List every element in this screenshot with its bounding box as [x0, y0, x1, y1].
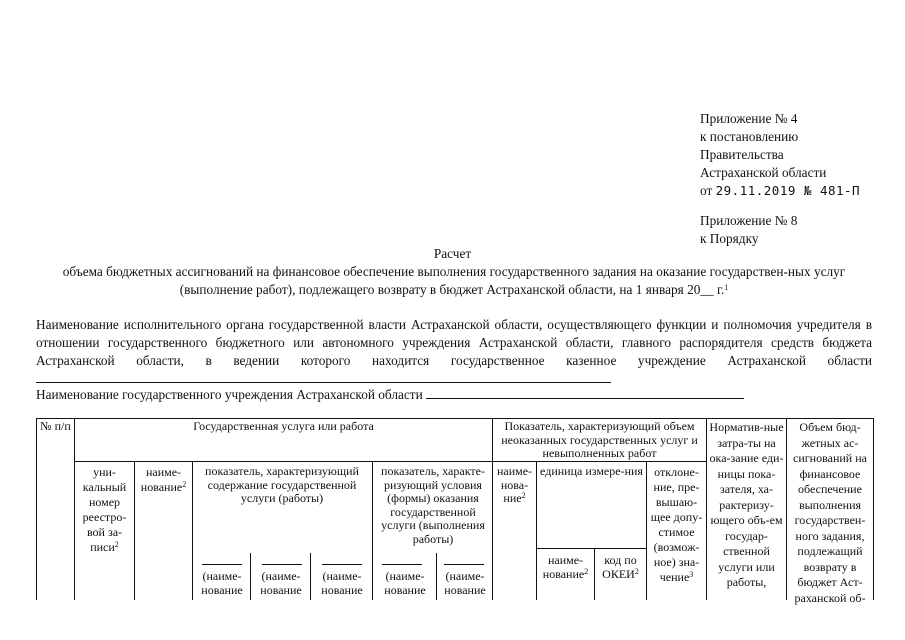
blank-dash — [444, 564, 484, 565]
unit-name-header — [537, 554, 594, 581]
unit-okei-header — [595, 554, 646, 581]
institution-label: Наименование государственного учреждения Астраханской области — [36, 387, 423, 402]
blank-dash — [382, 564, 422, 565]
deviation-header — [647, 465, 706, 585]
annex-ref-line: Правительства — [700, 147, 784, 162]
annex-ref-line: к постановлению — [700, 129, 799, 144]
unit-okei-text: код по ОКЕИ — [602, 553, 637, 581]
annex-order-number: Приложение № 8 — [700, 213, 798, 228]
footnote-mark: 2 — [182, 480, 187, 489]
grid-line — [310, 553, 311, 600]
annex-date-line — [700, 182, 900, 200]
unit-group-header: единица измере-ния — [540, 464, 643, 478]
footnote-mark: 3 — [689, 570, 694, 579]
condition-indicator-header: показатель, характе-ризующий условия (формы) оказания государственной услуги (выполнения работы) — [381, 464, 485, 546]
service-group-header: Государственная услуга или работа — [193, 419, 374, 433]
table-border-right — [873, 418, 874, 600]
grid-line — [536, 548, 646, 549]
annex-date-stamp: 29.11.2019 № 481-П — [715, 183, 861, 198]
year-blank: __ — [700, 282, 714, 297]
footnote-mark: 2 — [634, 566, 639, 576]
indicator-group-header: Показатель, характеризующий объем неоказанных государственных услуг и невыполненных работ — [501, 419, 698, 460]
col-service-name-text: наиме-нование — [140, 465, 183, 494]
sub-name-cell: (наиме-нование — [321, 569, 363, 597]
col-service-name — [135, 465, 192, 495]
footnote-mark: 2 — [114, 540, 119, 549]
subtitle-text: объема бюджетных ассигнований на финансовое обеспечение выполнения государственного задания на оказание государствен-ных услуг (выполнение работ), подлежащего возврату в бюджет Астраханской области, на 1 января 20 — [62, 264, 846, 297]
org-name-paragraph — [36, 316, 872, 388]
deviation-text: отклоне-ние, пре-вышаю-щее допу-стимое (возмож-ное) зна-чение — [650, 465, 703, 584]
content-indicator-header: показатель, характеризующий содержание государственной услуги (работы) — [205, 464, 359, 505]
annex-number: Приложение № 4 — [700, 111, 798, 126]
sub-name-cell: (наиме-нование — [444, 569, 486, 597]
blank-dash — [262, 564, 302, 565]
annex-order-ref: к Порядку — [700, 231, 759, 246]
document-subtitle — [36, 263, 872, 299]
blank-dash — [322, 564, 362, 565]
table-border-top — [36, 418, 874, 419]
grid-line — [192, 461, 193, 600]
col-number-header: № п/п — [40, 419, 71, 433]
blank-dash — [202, 564, 242, 565]
footnote-mark: 1 — [724, 283, 729, 292]
indicator-name-text: наиме-нова-ние — [496, 464, 533, 505]
calculation-table — [36, 418, 874, 605]
sub-name-cell: (наиме-нование — [260, 569, 302, 597]
grid-line — [74, 418, 75, 600]
col-unique-number — [76, 465, 133, 555]
grid-line — [372, 461, 373, 600]
org-name-fill-line — [36, 370, 611, 383]
table-border-left — [36, 418, 37, 600]
footnote-mark: 2 — [584, 566, 589, 576]
annex-order — [700, 212, 900, 248]
annex-date-prefix: от — [700, 183, 713, 198]
annex-ref-line: Астраханской области — [700, 165, 827, 180]
grid-line — [250, 553, 251, 600]
sub-name-cell: (наиме-нование — [201, 569, 243, 597]
col-unique-number-text: уни-кальный номер реестро-вой за-писи — [82, 465, 127, 554]
document-title: Расчет — [433, 246, 472, 261]
indicator-name-header — [493, 465, 536, 506]
grid-line — [492, 461, 706, 462]
org-name-label: Наименование исполнительного органа государственной власти Астраханской области, осуществляющего функции и полномочия учредителя в отношении государственного бюджетного или автономного учреждения Астраханской области, главного распорядителя средств бюджета Астраханской области, в ведении которого находится государственное казенное учреждение Астраханской области — [36, 317, 872, 368]
annex-header — [700, 110, 900, 200]
grid-line — [74, 461, 492, 462]
institution-line — [36, 386, 872, 404]
institution-fill-line — [426, 386, 744, 399]
subtitle-suffix: г. — [713, 282, 725, 297]
return-volume-header: Объем бюд-жетных ас-сигнований на финансовое обеспечение выполнения государствен-ного задания, подлежащий возврату в бюджет Аст-раханской об- — [793, 420, 867, 605]
sub-name-cell: (наиме-нование — [384, 569, 426, 597]
normative-costs-header: Норматив-ные затра-ты на ока-зание еди-ницы пока-зателя, ха-рактеризу-ющего объ-ем государ-ственной услуги или работы, — [709, 420, 784, 589]
unit-name-text: наиме-нование — [542, 553, 585, 581]
grid-line — [436, 553, 437, 600]
footnote-mark: 2 — [521, 491, 526, 500]
